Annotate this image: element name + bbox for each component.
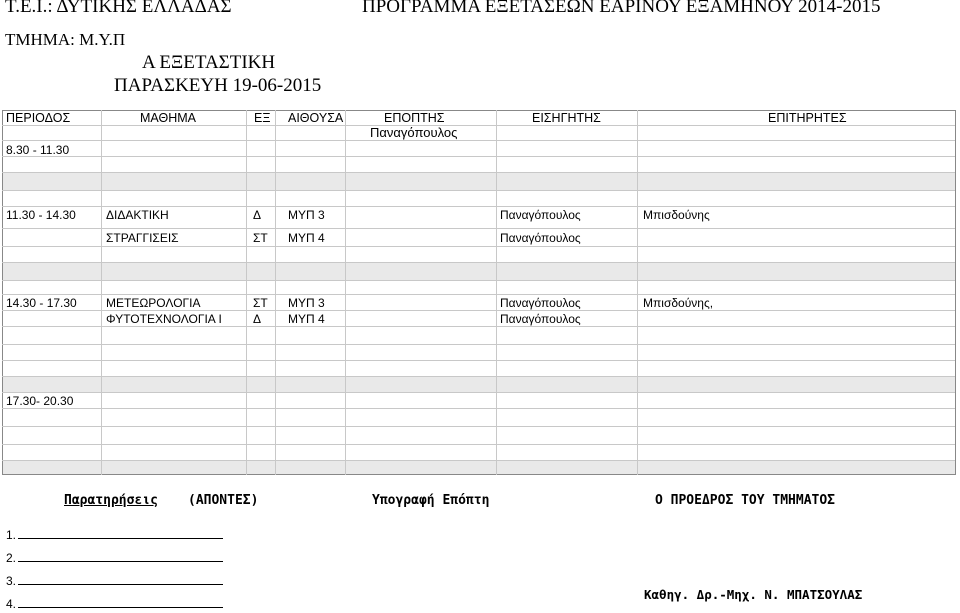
- absent-label: (ΑΠΟΝΤΕΣ): [188, 493, 259, 508]
- remark-number: 3.: [6, 574, 17, 588]
- exam-invigilators: Μπισδούνης,: [643, 296, 714, 310]
- remark-line-1[interactable]: [6, 527, 223, 542]
- exam-room: ΜΥΠ 4: [288, 312, 325, 326]
- exam-period-title: Α ΕΞΕΤΑΣΤΙΚΗ: [142, 52, 276, 73]
- exam-course: ΔΙΔΑΚΤΙΚΗ: [106, 208, 169, 222]
- exam-semester: ΣΤ: [253, 231, 268, 245]
- row-band: [2, 376, 955, 392]
- column-header-invigilators: ΕΠΙΤΗΡΗΤΕΣ: [768, 111, 847, 125]
- remark-line-4[interactable]: [6, 596, 223, 611]
- department-president-label: Ο ΠΡΟΕΔΡΟΣ ΤΟΥ ΤΜΗΜΑΤΟΣ: [655, 493, 836, 508]
- exam-semester: Δ: [253, 312, 262, 326]
- row-band: [2, 460, 955, 474]
- exam-room: ΜΥΠ 4: [288, 231, 325, 245]
- column-header-period: ΠΕΡΙΟΔΟΣ: [6, 111, 71, 125]
- period-time: 17.30- 20.30: [6, 394, 74, 408]
- row-band: [2, 172, 955, 190]
- row-band: [2, 262, 955, 280]
- column-header-course: ΜΑΘΗΜΑ: [140, 111, 196, 125]
- period-time: 11.30 - 14.30: [6, 208, 76, 222]
- period-supervisor: Παναγόπουλος: [370, 125, 458, 140]
- period-time: 8.30 - 11.30: [6, 143, 70, 157]
- institution-title: Τ.Ε.Ι.: ΔΥΤΙΚΗΣ ΕΛΛΑΔΑΣ: [5, 0, 232, 17]
- remark-line-2[interactable]: [6, 550, 223, 565]
- program-title: ΠΡΟΓΡΑΜΜΑ ΕΞΕΤΑΣΕΩΝ ΕΑΡΙΝΟΥ ΕΞΑΜΗΝΟΥ 2014-2015: [362, 0, 881, 17]
- exam-invigilators: Μπισδούνης: [643, 208, 710, 222]
- exam-instructor: Παναγόπουλος: [500, 231, 581, 245]
- exam-instructor: Παναγόπουλος: [500, 208, 581, 222]
- exam-instructor: Παναγόπουλος: [500, 296, 581, 310]
- president-name: Καθηγ. Δρ.-Μηχ. Ν. ΜΠΑΤΣΟΥΛΑΣ: [644, 587, 863, 602]
- period-time: 14.30 - 17.30: [6, 296, 77, 310]
- exam-course: ΦΥΤΟΤΕΧΝΟΛΟΓΙΑ Ι: [106, 312, 222, 326]
- department-label: ΤΜΗΜΑ: Μ.Υ.Π: [5, 30, 126, 49]
- exam-schedule-table: [0, 110, 957, 475]
- exam-instructor: Παναγόπουλος: [500, 312, 581, 326]
- exam-date-title: ΠΑΡΑΣΚΕΥΗ 19-06-2015: [114, 75, 322, 96]
- remarks-label: Παρατηρήσεις: [64, 493, 158, 508]
- remark-line-3[interactable]: [6, 573, 223, 588]
- exam-semester: ΣΤ: [253, 296, 268, 310]
- column-header-instructor: ΕΙΣΗΓΗΤΗΣ: [532, 111, 601, 125]
- exam-room: ΜΥΠ 3: [288, 208, 325, 222]
- column-header-supervisor: ΕΠΟΠΤΗΣ: [384, 111, 445, 125]
- remark-number: 1.: [6, 528, 17, 542]
- exam-course: ΜΕΤΕΩΡΟΛΟΓΙΑ: [106, 296, 201, 310]
- remark-number: 4.: [6, 597, 17, 611]
- exam-room: ΜΥΠ 3: [288, 296, 325, 310]
- column-header-room: ΑΙΘΟΥΣΑ: [288, 111, 344, 125]
- remark-number: 2.: [6, 551, 17, 565]
- exam-semester: Δ: [253, 208, 262, 222]
- column-header-semester: ΕΞ: [254, 111, 271, 125]
- supervisor-signature-label: Υπογραφή Επόπτη: [372, 493, 490, 508]
- exam-course: ΣΤΡΑΓΓΙΣΕΙΣ: [106, 231, 179, 245]
